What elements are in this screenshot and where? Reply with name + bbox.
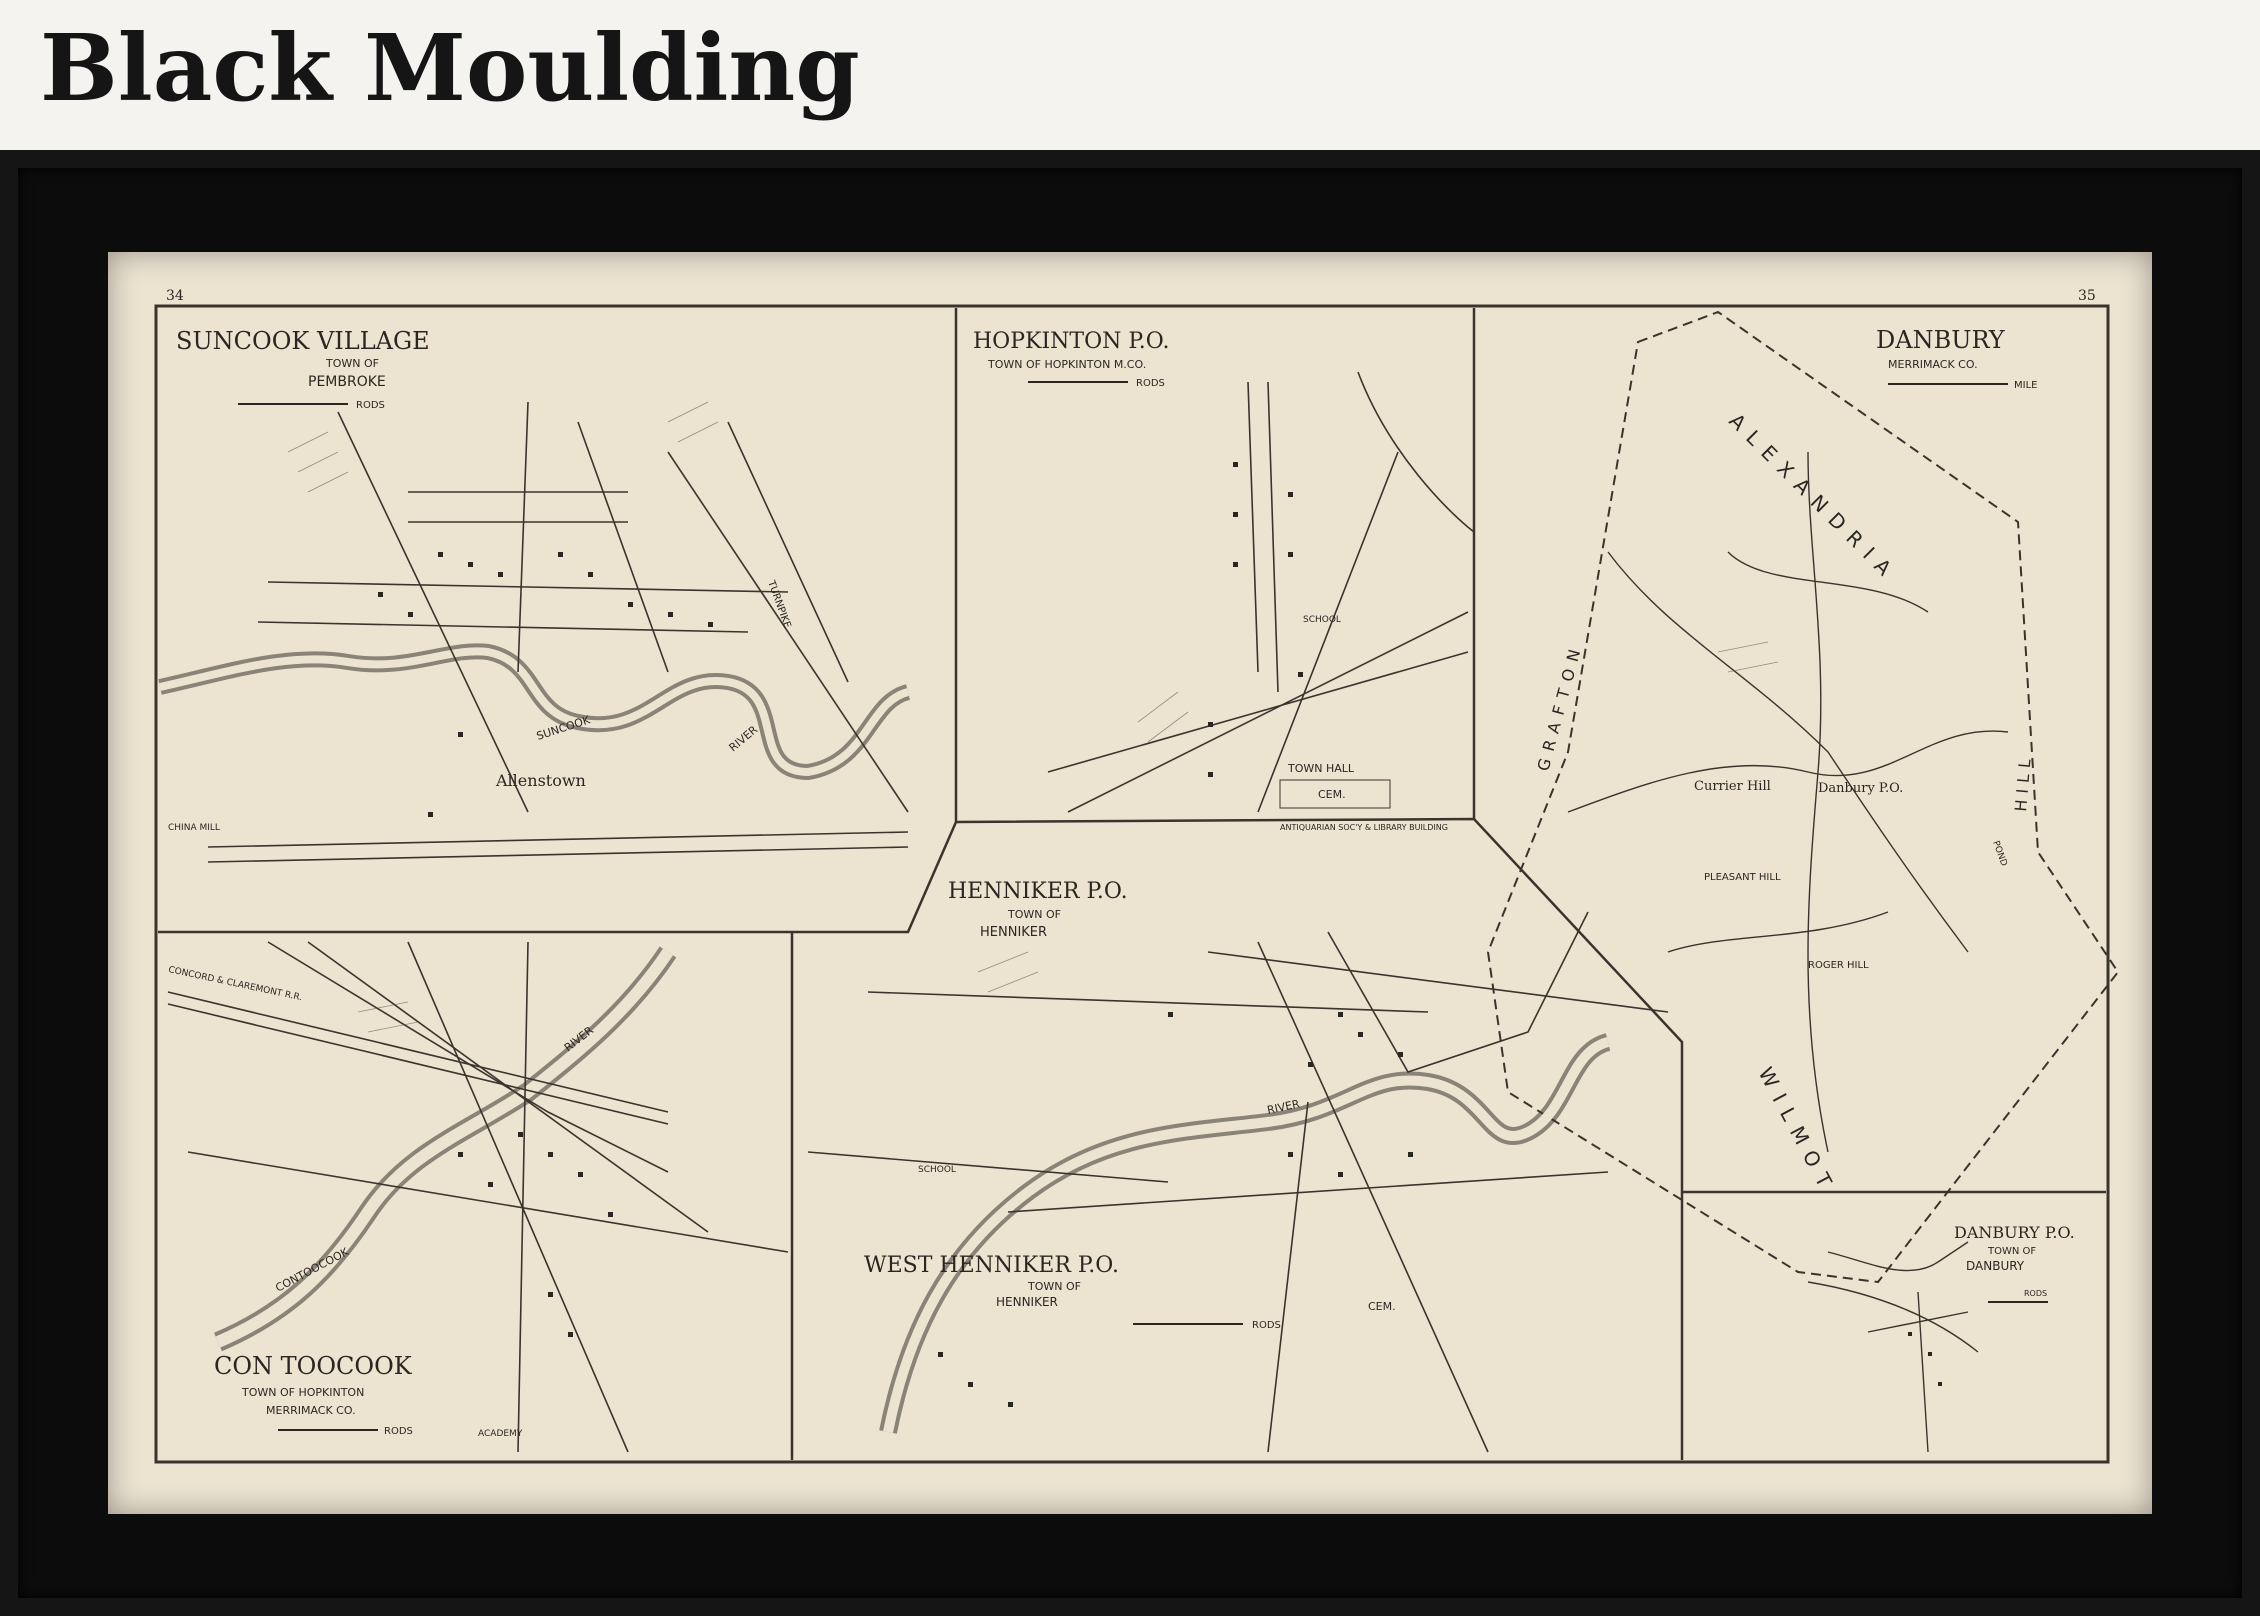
antique-map xyxy=(108,252,2152,1514)
hopkinton-subtitle: TOWN OF HOPKINTON M.CO. xyxy=(988,358,1147,371)
contoocook-scale: RODS xyxy=(384,1426,413,1437)
panel-suncook xyxy=(160,327,908,862)
henniker-cem: CEM. xyxy=(1368,1300,1396,1313)
suncook-town: PEMBROKE xyxy=(308,374,386,390)
contoocook-river-name: CONTOOCOOK xyxy=(273,1245,351,1295)
hopkinton-title: HOPKINTON P.O. xyxy=(973,329,1170,354)
danbury-po-scale: RODS xyxy=(2024,1289,2048,1298)
map-print xyxy=(108,252,2152,1514)
contoocook-academy: ACADEMY xyxy=(478,1429,523,1439)
contoocook-river: RIVER xyxy=(561,1023,596,1055)
suncook-turnpike: TURNPIKE xyxy=(765,579,793,630)
hopkinton-scale: RODS xyxy=(1136,378,1165,389)
suncook-china-mill: CHINA MILL xyxy=(168,823,220,833)
page-title: Black Moulding xyxy=(40,14,860,122)
henniker-school: SCHOOL xyxy=(918,1165,956,1175)
danbury-pond: POND xyxy=(1990,839,2009,868)
contoocook-county: MERRIMACK CO. xyxy=(266,1404,356,1417)
danbury-county: MERRIMACK CO. xyxy=(1888,358,1978,371)
suncook-scale: RODS xyxy=(356,400,385,411)
danbury-roger-hill: ROGER HILL xyxy=(1808,960,1869,971)
danbury-po-subtitle: TOWN OF xyxy=(1988,1246,2037,1257)
danbury-po-town: DANBURY xyxy=(1966,1259,2025,1273)
page-number-left: 34 xyxy=(166,288,184,304)
hopkinton-town-hall: TOWN HALL xyxy=(1288,762,1355,775)
west-henniker-town: HENNIKER xyxy=(996,1295,1058,1309)
henniker-scale: RODS xyxy=(1252,1320,1281,1331)
danbury-po-title: DANBURY P.O. xyxy=(1954,1223,2075,1242)
map-outer-border xyxy=(156,306,2108,1462)
contoocook-railroad: CONCORD & CLAREMONT R.R. xyxy=(167,965,304,1004)
suncook-subtitle: TOWN OF xyxy=(326,357,379,370)
danbury-title: DANBURY xyxy=(1876,326,2005,354)
danbury-po-label: Danbury P.O. xyxy=(1818,781,1904,796)
page-header xyxy=(0,0,2260,150)
danbury-scale: MILE xyxy=(2014,380,2038,391)
contoocook-title: CON TOOCOOK xyxy=(214,1352,412,1380)
henniker-title: HENNIKER P.O. xyxy=(948,879,1128,904)
contoocook-subtitle: TOWN OF HOPKINTON xyxy=(242,1386,365,1399)
panel-danbury xyxy=(1488,312,2118,1282)
suncook-allenstown: Allenstown xyxy=(496,771,586,790)
danbury-pleasant-hill: PLEASANT HILL xyxy=(1704,872,1781,883)
danbury-grafton: GRAFTON xyxy=(1533,639,1587,774)
suncook-title: SUNCOOK VILLAGE xyxy=(176,327,430,355)
west-henniker-subtitle: TOWN OF xyxy=(1028,1280,1081,1293)
danbury-hill-town: HILL xyxy=(2011,752,2036,813)
panel-contoocook xyxy=(167,942,788,1452)
danbury-currier-hill: Currier Hill xyxy=(1694,779,1771,794)
west-henniker-title: WEST HENNIKER P.O. xyxy=(864,1253,1119,1278)
black-moulding-frame xyxy=(0,150,2260,1616)
danbury-wilmot: WILMOT xyxy=(1753,1063,1842,1200)
henniker-subtitle: TOWN OF xyxy=(1008,908,1061,921)
danbury-alexandria: ALEXANDRIA xyxy=(1724,408,1904,588)
page-number-right: 35 xyxy=(2078,288,2096,304)
panel-hopkinton xyxy=(973,329,1474,832)
henniker-town: HENNIKER xyxy=(980,925,1048,940)
henniker-river: RIVER xyxy=(1265,1097,1301,1117)
panel-henniker xyxy=(808,879,1668,1452)
suncook-river-label-2: RIVER xyxy=(726,723,761,755)
panel-danbury-po xyxy=(1808,1223,2075,1452)
hopkinton-cem: CEM. xyxy=(1318,788,1346,801)
hopkinton-school: SCHOOL xyxy=(1303,615,1341,625)
suncook-river-label: SUNCOOK xyxy=(534,713,592,743)
hopkinton-antiquarian: ANTIQUARIAN SOC'Y & LIBRARY BUILDING xyxy=(1280,823,1448,832)
